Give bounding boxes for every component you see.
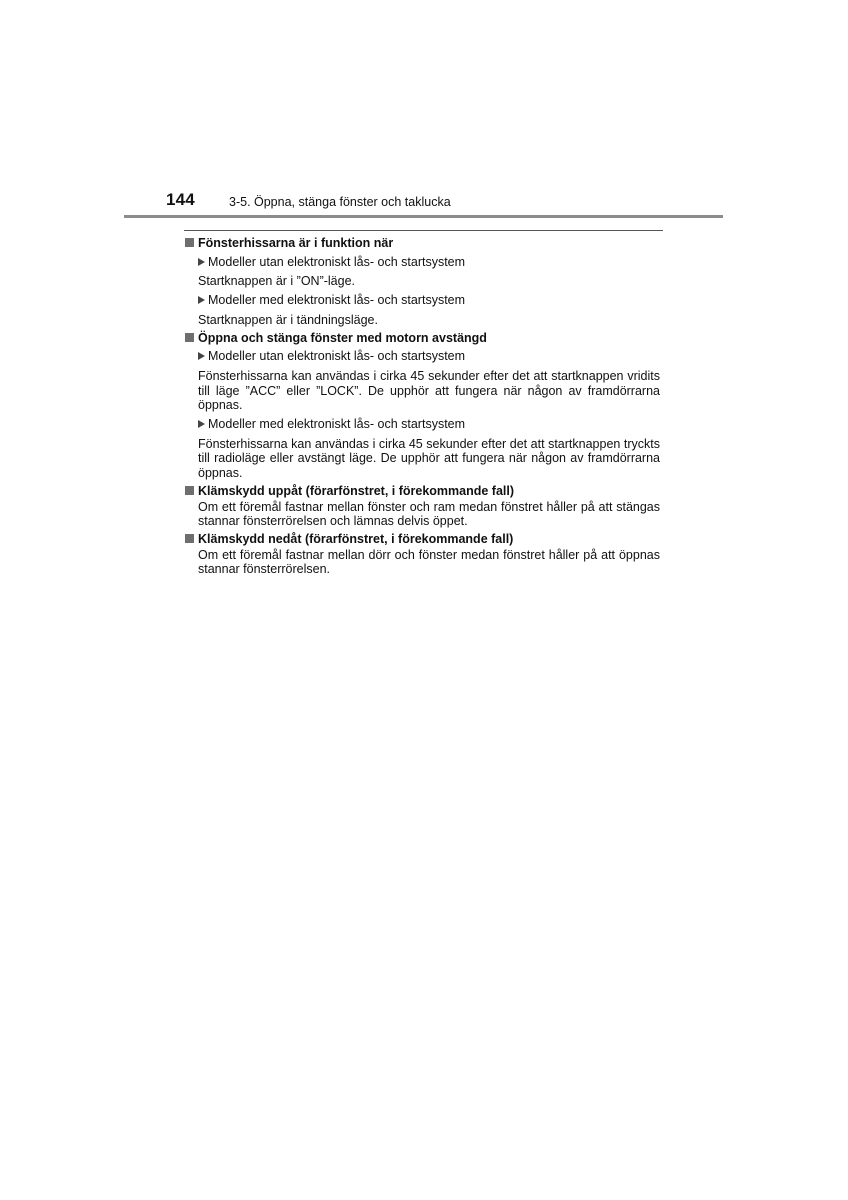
model-variant-line — [198, 417, 660, 432]
body-paragraph: Fönsterhissarna kan användas i cirka 45 sekunder efter det att startknappen tryckts till radioläge eller avstängt läge. De upphör att fungera när någon av framdörrarna öppnas. — [198, 436, 660, 481]
section-heading — [185, 331, 660, 346]
square-bullet-icon — [185, 534, 194, 543]
section-heading-text: Fönsterhissarna är i funktion när — [198, 236, 394, 250]
section-heading-text: Öppna och stänga fönster med motorn avstängd — [198, 330, 487, 345]
body-paragraph: Om ett föremål fastnar mellan dörr och fönster medan fönstret håller på att öppnas stannar fönsterrörelsen. — [198, 547, 660, 577]
body-paragraph: Startknappen är i tändningsläge. — [198, 312, 378, 327]
body-paragraph: Om ett föremål fastnar mellan fönster och ram medan fönstret håller på att stängas stannar fönsterrörelsen och lämnas delvis öppet. — [198, 499, 660, 529]
model-variant-text: Modeller med elektroniskt lås- och startsystem — [208, 417, 466, 432]
triangle-right-icon — [198, 258, 205, 266]
model-variant-text: Modeller med elektroniskt lås- och startsystem — [208, 293, 466, 308]
chapter-title: 3-5. Öppna, stänga fönster och taklucka — [229, 195, 451, 209]
section-heading-text: Klämskydd nedåt (förarfönstret, i förekommande fall) — [198, 531, 514, 546]
section-heading — [185, 532, 660, 547]
square-bullet-icon — [185, 238, 194, 247]
body-paragraph: Startknappen är i ”ON”-läge. — [198, 274, 356, 289]
page-number: 144 — [166, 190, 195, 209]
page-content — [185, 236, 660, 577]
model-variant-line — [198, 255, 660, 270]
triangle-right-icon — [198, 352, 205, 360]
body-paragraph: Fönsterhissarna kan användas i cirka 45 sekunder efter det att startknappen vridits till läge ”ACC” eller ”LOCK”. De upphör att fungera när någon av framdörrarna öppnas. — [198, 368, 660, 413]
square-bullet-icon — [185, 333, 194, 342]
model-variant-text: Modeller utan elektroniskt lås- och startsystem — [208, 349, 466, 364]
model-variant-line — [198, 293, 660, 308]
model-variant-line — [198, 349, 660, 364]
header-divider — [124, 215, 723, 218]
triangle-right-icon — [198, 420, 205, 428]
square-bullet-icon — [185, 486, 194, 495]
section-heading — [185, 484, 660, 499]
section-heading-text: Klämskydd uppåt (förarfönstret, i förekommande fall) — [198, 483, 515, 498]
section-divider — [184, 230, 663, 231]
section-heading — [185, 236, 660, 251]
triangle-right-icon — [198, 296, 205, 304]
model-variant-text: Modeller utan elektroniskt lås- och startsystem — [208, 254, 466, 269]
